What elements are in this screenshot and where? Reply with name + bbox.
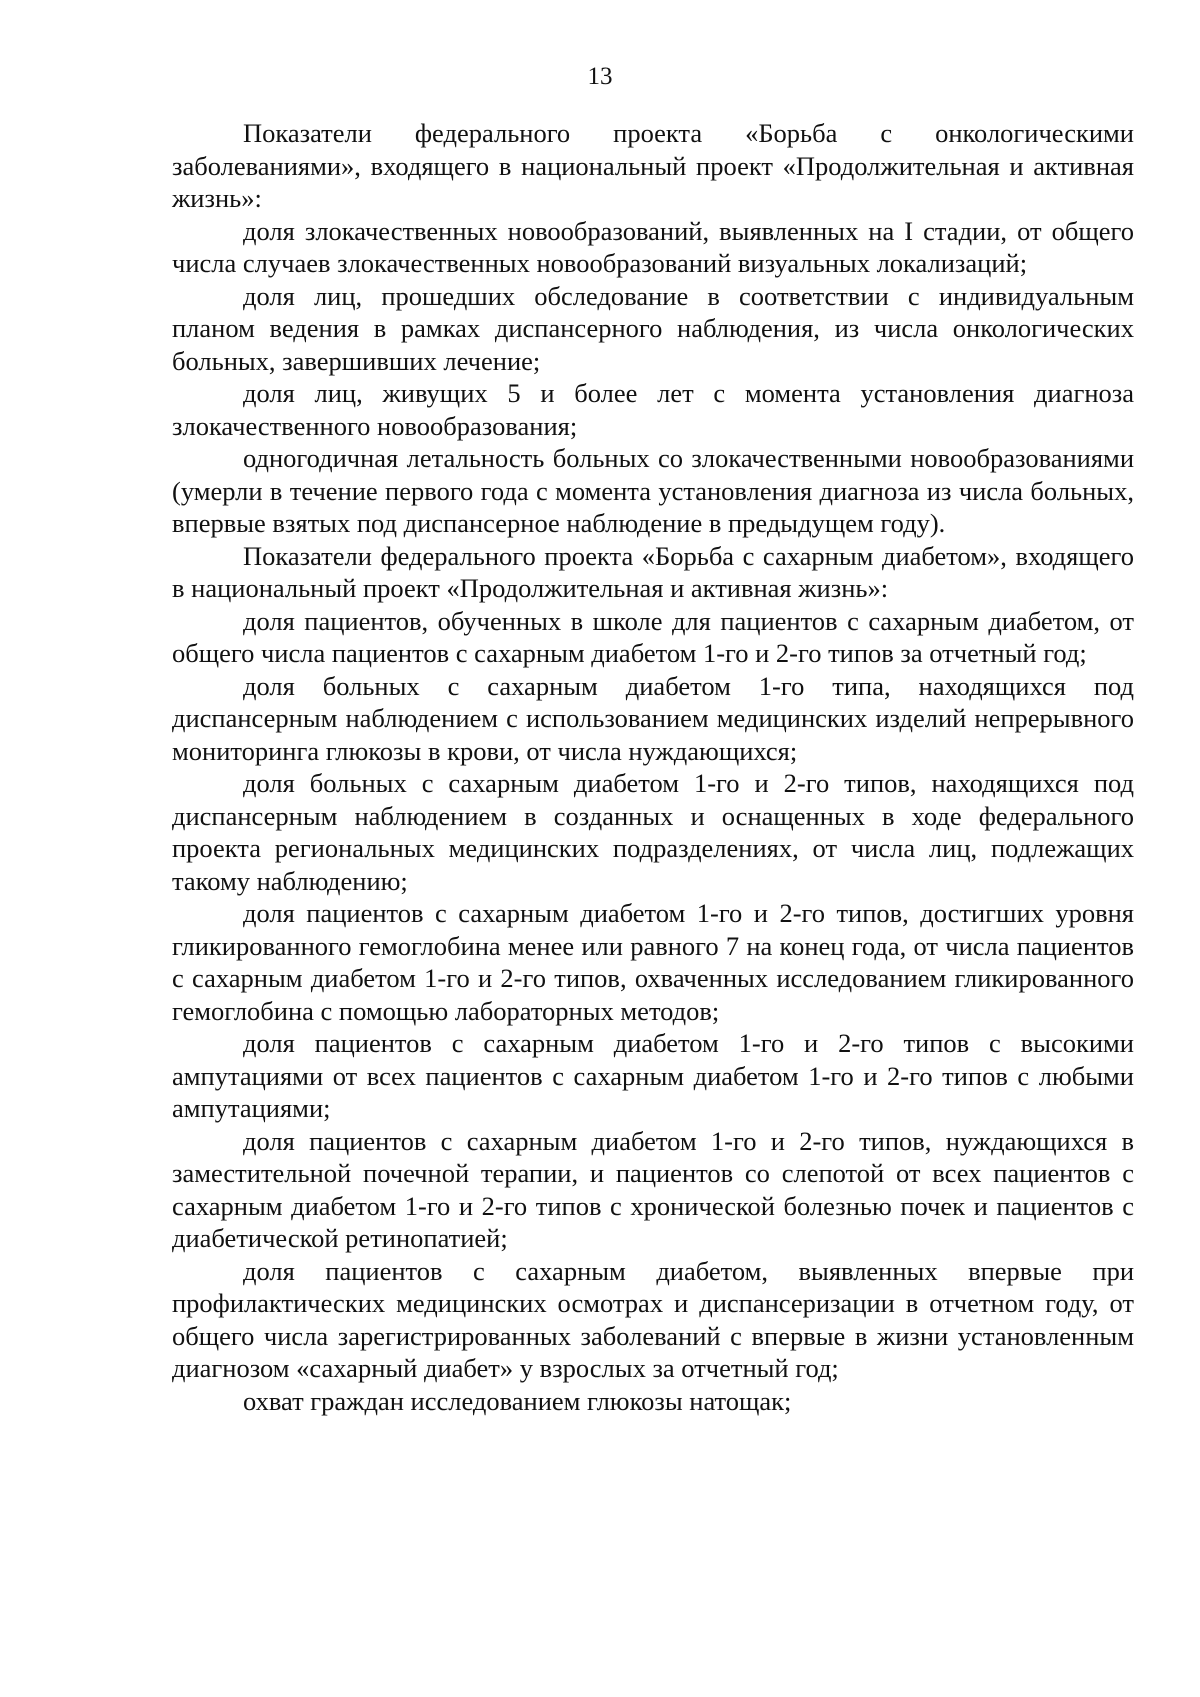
page-number: 13: [587, 63, 613, 90]
document-body: [172, 117, 1134, 1417]
paragraph-indicator: доля больных с сахарным диабетом 1-го и 2-го типов, находящихся под диспансерным наблюдением в созданных и оснащенных в ходе федерального проекта региональных медицинских подразделениях, от числа лиц, подлежащих такому наблюдению;: [172, 768, 1134, 896]
paragraph-indicator: доля пациентов с сахарным диабетом 1-го и 2-го типов с высокими ампутациями от всех пациентов с сахарным диабетом 1-го и 2-го типов с любыми ампутациями;: [172, 1028, 1134, 1123]
paragraph-indicator: доля пациентов, обученных в школе для пациентов с сахарным диабетом, от общего числа пациентов с сахарным диабетом 1-го и 2-го типов за отчетный год;: [172, 605, 1134, 668]
paragraph-diabetes-heading: Показатели федерального проекта «Борьба с сахарным диабетом», входящего в национальный проект «Продолжительная и активная жизнь»:: [172, 540, 1134, 603]
paragraph-indicator: доля больных с сахарным диабетом 1-го типа, находящихся под диспансерным наблюдением с использованием медицинских изделий непрерывного мониторинга глюкозы в крови, от числа нуждающихся;: [172, 670, 1134, 766]
paragraph-indicator: доля лиц, прошедших обследование в соответствии с индивидуальным планом ведения в рамках диспансерного наблюдения, из числа онкологических больных, завершивших лечение;: [172, 280, 1134, 376]
paragraph-indicator: доля злокачественных новообразований, выявленных на I стадии, от общего числа случаев злокачественных новообразований визуальных локализаций;: [172, 215, 1134, 278]
paragraph-oncology-heading: Показатели федерального проекта «Борьба с онкологическими заболеваниями», входящего в национальный проект «Продолжительная и активная жизнь»:: [172, 118, 1134, 213]
paragraph-indicator: доля пациентов с сахарным диабетом 1-го и 2-го типов, нуждающихся в заместительной почечной терапии, и пациентов со слепотой от всех пациентов с сахарным диабетом 1-го и 2-го типов с хронической болезнью почек и пациентов с диабетической ретинопатией;: [172, 1125, 1134, 1253]
paragraph-indicator: одногодичная летальность больных со злокачественными новообразованиями (умерли в течение первого года с момента установления диагноза из числа больных, впервые взятых под диспансерное наблюдение в предыдущем году).: [172, 443, 1134, 538]
paragraph-indicator: охват граждан исследованием глюкозы натощак;: [243, 1385, 792, 1416]
paragraph-indicator: доля пациентов с сахарным диабетом 1-го и 2-го типов, достигших уровня гликированного гемоглобина менее или равного 7 на конец года, от числа пациентов с сахарным диабетом 1-го и 2-го типов, охваченных исследованием гликированного гемоглобина с помощью лабораторных методов;: [172, 898, 1134, 1026]
paragraph-indicator: доля лиц, живущих 5 и более лет с момента установления диагноза злокачественного новообразования;: [172, 378, 1134, 441]
paragraph-indicator: доля пациентов с сахарным диабетом, выявленных впервые при профилактических медицинских осмотрах и диспансеризации в отчетном году, от общего числа зарегистрированных заболеваний с впервые в жизни установленным диагнозом «сахарный диабет» у взрослых за отчетный год;: [172, 1255, 1134, 1383]
